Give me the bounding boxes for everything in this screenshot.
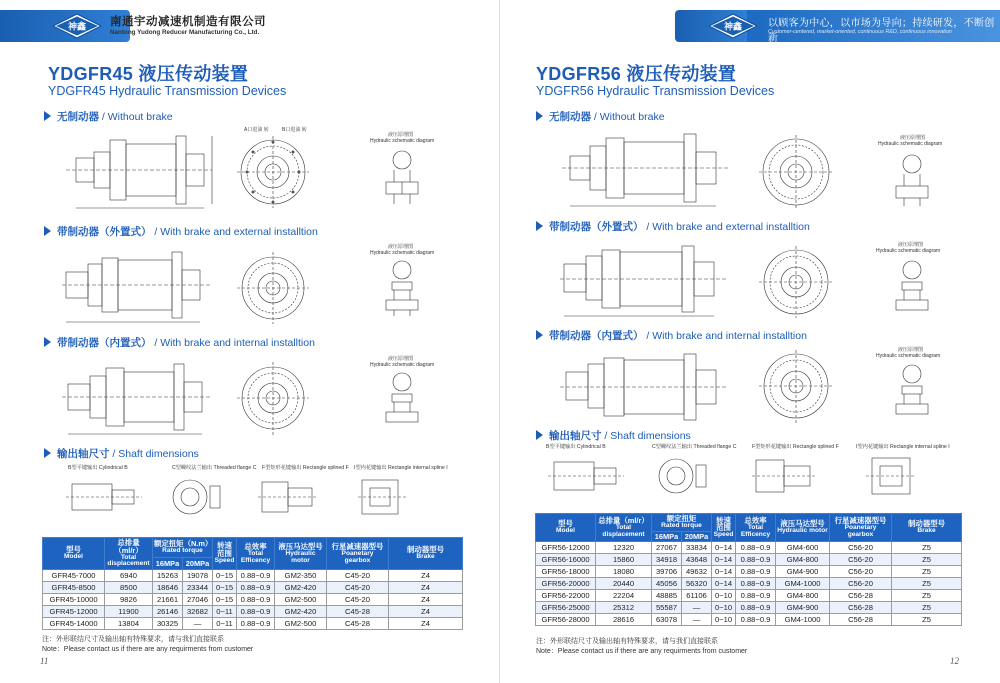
table-cell: 33834	[682, 542, 712, 554]
port-a-label: A口进油 转	[244, 127, 269, 133]
shaft-type-f: F型矩形花键输出 Rectangle splined F	[262, 465, 349, 471]
col-16mpa: 16MPa	[652, 531, 682, 542]
table-cell: 0.88~0.9	[237, 582, 275, 594]
shaft-type-i: I型内花键输出 Rectangle internal spline I	[354, 465, 448, 471]
front-view-drawing-internal-brake	[755, 346, 837, 424]
table-row	[536, 590, 962, 602]
col-20mpa: 20MPa	[183, 558, 213, 570]
table-cell: GM4-900	[776, 602, 830, 614]
table-cell: 0.88~0.9	[237, 618, 275, 630]
shaft-type-i: I型内花键输出 Rectangle internal spline I	[856, 444, 950, 450]
table-cell: 0.88~0.9	[237, 570, 275, 582]
table-cell: Z5	[892, 614, 962, 626]
hydraulic-schematic-2	[372, 258, 432, 318]
table-cell: Z4	[389, 618, 463, 630]
col-displacement: 总排量（ml/r） Total displacement	[105, 538, 153, 570]
table-cell: C56-20	[830, 566, 892, 578]
table-cell: 0.88~0.9	[736, 542, 776, 554]
table-cell: 19078	[183, 570, 213, 582]
note-cn: 注：外形联结尺寸及输出轴有特殊要求，请与我们直接联系	[536, 638, 718, 645]
section-arrow-icon	[536, 330, 543, 340]
company-name-cn: 南通宇动减速机制造有限公司	[110, 16, 266, 28]
table-cell: 18646	[153, 582, 183, 594]
table-cell: 18080	[596, 566, 652, 578]
table-cell: 13804	[105, 618, 153, 630]
table-cell: GM2-420	[275, 606, 327, 618]
shaft-drawings	[62, 472, 462, 524]
page-number: 12	[950, 656, 959, 666]
schematic-label-cn: 液压原理图	[900, 135, 926, 141]
front-view-drawing-internal-brake	[233, 358, 313, 436]
table-cell: 0~14	[712, 542, 736, 554]
table-cell: 22204	[596, 590, 652, 602]
company-name-en: Nantong Yudong Reducer Manufacturing Co., Ltd.	[110, 29, 260, 36]
hydraulic-schematic-3	[372, 370, 432, 428]
table-cell: C56-28	[830, 590, 892, 602]
section-arrow-icon	[44, 448, 51, 458]
table-cell: 0.88~0.9	[736, 602, 776, 614]
table-cell: GM4-800	[776, 554, 830, 566]
spec-table-gfr56	[535, 513, 962, 626]
table-cell: C56-20	[830, 554, 892, 566]
note-en: Note：Please contact us if there are any requirments from customer	[536, 648, 748, 655]
table-row	[43, 582, 463, 594]
table-cell: 0~10	[712, 602, 736, 614]
table-cell: 0~15	[213, 570, 237, 582]
schematic-label-cn-3: 液压原理图	[898, 347, 924, 353]
table-cell: 30325	[153, 618, 183, 630]
section-internal-brake: 带制动器（内置式） / With brake and internal installtion	[44, 335, 315, 350]
schematic-label-en: Hydraulic schematic diagram	[878, 141, 943, 147]
page-title-cn: YDGFR45 液压传动装置	[48, 64, 249, 84]
table-cell: 12320	[596, 542, 652, 554]
hydraulic-schematic-3	[882, 362, 942, 420]
table-cell: GFR56-12000	[536, 542, 596, 554]
schematic-label-en-2: Hydraulic schematic diagram	[876, 248, 941, 254]
table-cell: GM4-1000	[776, 614, 830, 626]
table-cell: 9826	[105, 594, 153, 606]
table-cell: 0~14	[712, 554, 736, 566]
section-shaft-dimensions: 输出轴尺寸 / Shaft dimensions	[44, 446, 199, 461]
table-cell: GM2-500	[275, 618, 327, 630]
table-cell: GFR56-22000	[536, 590, 596, 602]
table-cell: C56-20	[830, 578, 892, 590]
col-20mpa: 20MPa	[682, 531, 712, 542]
section-arrow-icon	[44, 111, 51, 121]
table-cell: GM4-900	[776, 566, 830, 578]
table-cell: 20440	[596, 578, 652, 590]
page-right	[500, 0, 1000, 683]
page-title-en: YDGFR56 Hydraulic Transmission Devices	[536, 84, 775, 98]
table-cell: Z4	[389, 582, 463, 594]
table-cell: Z5	[892, 566, 962, 578]
table-cell: Z5	[892, 542, 962, 554]
table-row	[43, 606, 463, 618]
col-efficiency: 总效率 Total Efficency	[736, 514, 776, 542]
table-cell: GM2-500	[275, 594, 327, 606]
section-arrow-icon	[536, 221, 543, 231]
table-cell: 48885	[652, 590, 682, 602]
table-cell: 28616	[596, 614, 652, 626]
schematic-label-cn-2: 液压原理图	[388, 244, 414, 250]
table-row	[536, 578, 962, 590]
table-cell: 0~15	[213, 594, 237, 606]
table-cell: 0~14	[712, 578, 736, 590]
table-cell: GFR45-14000	[43, 618, 105, 630]
col-motor: 液压马达型号 Hydraulic motor	[275, 538, 327, 570]
table-cell: —	[682, 602, 712, 614]
table-cell: GM4-600	[776, 542, 830, 554]
table-cell: 0.88~0.9	[736, 566, 776, 578]
table-row	[43, 570, 463, 582]
front-view-drawing-without-brake	[755, 130, 837, 210]
section-arrow-icon	[44, 226, 51, 236]
front-view-drawing-without-brake	[233, 130, 313, 210]
slogan-cn: 以顾客为中心，以市场为导向；持续研发，不断创新	[768, 18, 995, 44]
table-cell: Z4	[389, 570, 463, 582]
col-model: 型号 Model	[536, 514, 596, 542]
table-cell: C56-28	[830, 602, 892, 614]
section-external-brake: 带制动器（外置式） / With brake and external installtion	[536, 219, 810, 234]
company-logo	[708, 13, 758, 39]
shaft-type-b: B型平键输出 Cylindrical B	[68, 465, 128, 471]
table-cell: 0~11	[213, 618, 237, 630]
col-gearbox: 行星减速器型号 Poanetary gearbox	[830, 514, 892, 542]
side-view-drawing-internal-brake	[560, 348, 740, 426]
table-cell: GM2-420	[275, 582, 327, 594]
col-16mpa: 16MPa	[153, 558, 183, 570]
note-en: Note：Please contact us if there are any requirments from customer	[42, 646, 254, 653]
section-arrow-icon	[44, 337, 51, 347]
table-cell: GM4-800	[776, 590, 830, 602]
table-cell: 63078	[652, 614, 682, 626]
table-cell: 15860	[596, 554, 652, 566]
table-row	[536, 602, 962, 614]
table-cell: 0.88~0.9	[736, 614, 776, 626]
table-row	[43, 594, 463, 606]
table-cell: C45-20	[327, 570, 389, 582]
table-cell: Z4	[389, 594, 463, 606]
table-cell: GM4-1000	[776, 578, 830, 590]
table-cell: GM2-350	[275, 570, 327, 582]
table-cell: 45056	[652, 578, 682, 590]
col-motor: 液压马达型号 Hydraulic motor	[776, 514, 830, 542]
shaft-type-f: F型矩形花键输出 Rectangle splined F	[752, 444, 839, 450]
section-external-brake: 带制动器（外置式） / With brake and external installtion	[44, 224, 318, 239]
page-title-cn: YDGFR56 液压传动装置	[536, 64, 737, 84]
col-rated-torque: 额定扭矩 Rated torque	[652, 514, 712, 532]
shaft-type-c: C型螺纹法兰输出 Threaded flange C	[172, 465, 257, 471]
schematic-label-en-3: Hydraulic schematic diagram	[876, 353, 941, 359]
table-cell: 0.88~0.9	[736, 590, 776, 602]
section-without-brake: 无制动器 / Without brake	[44, 109, 173, 124]
page-title-en: YDGFR45 Hydraulic Transmission Devices	[48, 84, 287, 98]
front-view-drawing-external-brake	[755, 242, 837, 318]
company-logo	[52, 13, 102, 39]
hydraulic-schematic-1	[372, 148, 432, 206]
table-cell: GFR56-18000	[536, 566, 596, 578]
col-model: 型号 Model	[43, 538, 105, 570]
table-cell: 0~15	[213, 582, 237, 594]
table-cell: GFR45-8500	[43, 582, 105, 594]
table-cell: —	[682, 614, 712, 626]
table-cell: GFR56-16000	[536, 554, 596, 566]
table-cell: 56320	[682, 578, 712, 590]
col-speed: 转速范围 Speed	[712, 514, 736, 542]
front-view-drawing-external-brake	[233, 248, 313, 324]
col-brake: 制动器型号 Brake	[892, 514, 962, 542]
table-cell: 0~11	[213, 606, 237, 618]
table-cell: C56-28	[830, 614, 892, 626]
section-internal-brake: 带制动器（内置式） / With brake and internal installtion	[536, 328, 807, 343]
col-gearbox: 行星减速器型号 Poanetary gearbox	[327, 538, 389, 570]
table-cell: GFR56-20000	[536, 578, 596, 590]
table-cell: 23344	[183, 582, 213, 594]
schematic-label-cn: 液压原理图	[388, 132, 414, 138]
logo-text: 神鑫	[67, 22, 87, 33]
table-cell: Z5	[892, 578, 962, 590]
col-brake: 制动器型号 Brake	[389, 538, 463, 570]
col-speed: 转速范围 Speed	[213, 538, 237, 570]
note-cn: 注：外形联结尺寸及输出轴有特殊要求，请与我们直接联系	[42, 636, 224, 643]
table-cell: 25312	[596, 602, 652, 614]
table-cell: 34918	[652, 554, 682, 566]
table-cell: 26146	[153, 606, 183, 618]
shaft-drawings	[546, 452, 956, 502]
table-cell: Z5	[892, 602, 962, 614]
table-cell: GFR45-12000	[43, 606, 105, 618]
table-cell: 11900	[105, 606, 153, 618]
schematic-label-en-3: Hydraulic schematic diagram	[370, 362, 435, 368]
table-cell: —	[183, 618, 213, 630]
schematic-label-en-2: Hydraulic schematic diagram	[370, 250, 435, 256]
schematic-label-cn-2: 液压原理图	[898, 242, 924, 248]
table-cell: GFR45-10000	[43, 594, 105, 606]
table-cell: 0~10	[712, 590, 736, 602]
shaft-type-c: C型螺纹法兰输出 Threaded flange C	[652, 444, 737, 450]
spec-table-gfr45	[42, 537, 463, 630]
section-shaft-dimensions: 输出轴尺寸 / Shaft dimensions	[536, 428, 691, 443]
table-cell: GFR56-28000	[536, 614, 596, 626]
table-cell: C45-28	[327, 606, 389, 618]
table-cell: 27067	[652, 542, 682, 554]
table-row	[536, 542, 962, 554]
section-without-brake: 无制动器 / Without brake	[536, 109, 665, 124]
col-displacement: 总排量（ml/r） Total displacement	[596, 514, 652, 542]
table-row	[43, 618, 463, 630]
table-cell: GFR56-25000	[536, 602, 596, 614]
schematic-label-en: Hydraulic schematic diagram	[370, 138, 435, 144]
table-cell: C56-20	[830, 542, 892, 554]
shaft-type-b: B型平键输出 Cylindrical B	[546, 444, 606, 450]
logo-text: 神鑫	[723, 22, 743, 33]
col-efficiency: 总效率 Total Efficency	[237, 538, 275, 570]
table-cell: 0.88~0.9	[736, 578, 776, 590]
table-cell: GFR45-7000	[43, 570, 105, 582]
table-cell: C45-20	[327, 582, 389, 594]
table-row	[536, 614, 962, 626]
table-cell: Z5	[892, 554, 962, 566]
hydraulic-schematic-1	[882, 152, 942, 208]
table-cell: Z4	[389, 606, 463, 618]
page-number: 11	[40, 656, 49, 666]
table-cell: 0.88~0.9	[736, 554, 776, 566]
table-cell: 0~10	[712, 614, 736, 626]
table-cell: C45-28	[327, 618, 389, 630]
table-cell: Z5	[892, 590, 962, 602]
col-rated-torque: 额定扭矩（N.m） Rated torque	[153, 538, 213, 558]
side-view-drawing-without-brake	[560, 128, 740, 210]
table-cell: 61106	[682, 590, 712, 602]
side-view-svg	[62, 128, 232, 213]
table-cell: 0~14	[712, 566, 736, 578]
table-cell: 6940	[105, 570, 153, 582]
table-cell: 55587	[652, 602, 682, 614]
table-cell: 27046	[183, 594, 213, 606]
side-view-drawing-without-brake	[62, 128, 232, 213]
schematic-label-cn-3: 液压原理图	[388, 356, 414, 362]
slogan-en: Customer-centered, market-oriented, continuous R&D, continuous innovation	[768, 29, 952, 35]
side-view-drawing-internal-brake	[62, 356, 232, 438]
table-cell: 21661	[153, 594, 183, 606]
table-cell: 32682	[183, 606, 213, 618]
table-row	[536, 566, 962, 578]
table-cell: 43648	[682, 554, 712, 566]
table-row	[536, 554, 962, 566]
hydraulic-schematic-2	[882, 258, 942, 316]
side-view-drawing-external-brake	[560, 240, 740, 320]
section-arrow-icon	[536, 111, 543, 121]
table-cell: 0.88~0.9	[237, 606, 275, 618]
side-view-drawing-external-brake	[62, 246, 232, 326]
table-cell: 8500	[105, 582, 153, 594]
table-cell: C45-20	[327, 594, 389, 606]
table-cell: 0.88~0.9	[237, 594, 275, 606]
section-arrow-icon	[536, 430, 543, 440]
table-cell: 39706	[652, 566, 682, 578]
port-b-label: B口进油 转	[282, 127, 307, 133]
table-cell: 49632	[682, 566, 712, 578]
table-cell: 15263	[153, 570, 183, 582]
